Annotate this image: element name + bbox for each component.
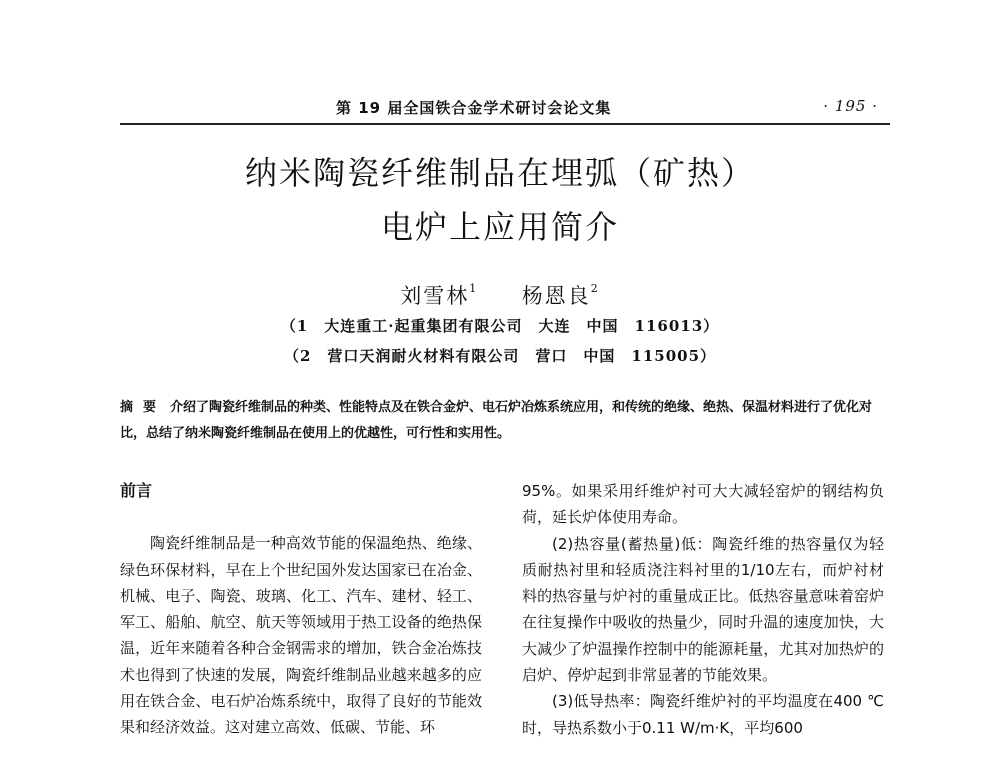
body-paragraph: 95%。如果采用纤维炉衬可大大减轻窑炉的钢结构负荷，延长炉体使用寿命。 bbox=[522, 482, 884, 527]
body-paragraph: (2)热容量(蓄热量)低：陶瓷纤维的热容量仅为轻质耐热衬里和轻质浇注料衬里的1/10左右，而炉衬材料的热容量与炉衬的重量成正比。低热容量意味着窑炉在往复操作中吸收的热量少，同时升温的速度加快，大大减少了炉温操作控制中的能源耗量，尤其对加热炉的启炉、停炉起到非常显著的节能效果。 bbox=[522, 534, 884, 685]
author-name: 杨恩良 bbox=[521, 284, 591, 308]
author-mark: 2 bbox=[590, 282, 600, 295]
header-rule bbox=[120, 123, 890, 125]
abstract bbox=[120, 395, 890, 447]
running-header bbox=[120, 97, 890, 123]
page-number: · 195 · bbox=[823, 97, 878, 115]
body-paragraph: (3)低导热率：陶瓷纤维炉衬的平均温度在400 ℃时，导热系数小于0.11 W/m·K，平均600 bbox=[522, 692, 884, 737]
right-column bbox=[522, 478, 884, 741]
abstract-label: 摘要 bbox=[120, 400, 167, 415]
abstract-text: 介绍了陶瓷纤维制品的种类、性能特点及在铁合金炉、电石炉冶炼系统应用，和传统的绝缘、绝热、保温材料进行了优化对比，总结了纳米陶瓷纤维制品在使用上的优越性，可行性和实用性。 bbox=[120, 400, 873, 441]
section-heading: 前言 bbox=[120, 481, 153, 500]
author-name: 刘雪林 bbox=[400, 284, 470, 308]
affiliation-1: （1 大连重工·起重集团有限公司 大连 中国 116013） bbox=[280, 317, 720, 335]
left-column bbox=[120, 478, 482, 741]
affiliation-2: （2 营口天润耐火材料有限公司 营口 中国 115005） bbox=[283, 347, 717, 365]
author-mark: 1 bbox=[469, 282, 479, 295]
paper-title-line-2: 电炉上应用简介 bbox=[380, 208, 619, 246]
body-paragraph: 陶瓷纤维制品是一种高效节能的保温绝热、绝缘、绿色环保材料，早在上个世纪国外发达国家已在冶金、机械、电子、陶瓷、玻璃、化工、汽车、建材、轻工、军工、船舶、航空、航天等领域用于热工设备的绝热保温，近年来随着各种合金钢需求的增加，铁合金冶炼技术也得到了快速的发展，陶瓷纤维制品业越来越多的应用在铁合金、电石炉冶炼系统中，取得了良好的节能效果和经济效益。这对建立高效、低碳、节能、环 bbox=[120, 534, 482, 737]
paper-title-line-1: 纳米陶瓷纤维制品在埋弧（矿热） bbox=[244, 154, 755, 192]
author-list bbox=[100, 280, 900, 310]
journal-title: 第 19 届全国铁合金学术研讨会论文集 bbox=[336, 99, 612, 117]
